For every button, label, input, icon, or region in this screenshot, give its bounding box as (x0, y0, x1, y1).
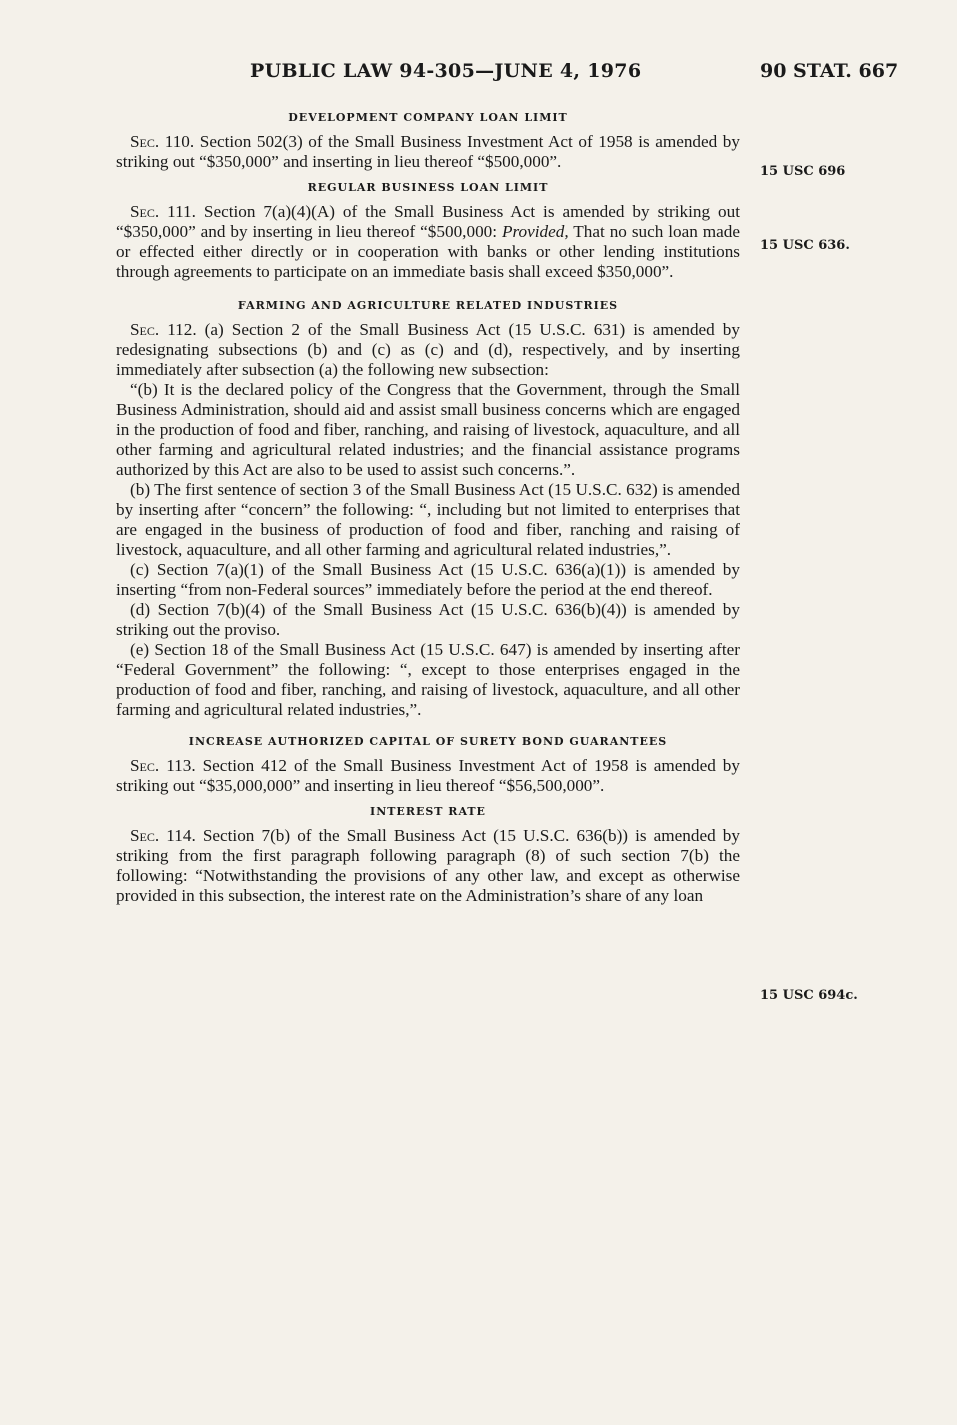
sec-label: Sec. (130, 756, 160, 775)
margin-citation: 15 USC 694c. (760, 988, 858, 1003)
paragraph-text: 112. (a) Section 2 of the Small Business Act (15 U.S.C. 631) is amended by redesignating subsections (b) and (c) as (c) and (d), respectively, and by inserting immediately after subsection (a) the following new subsection: (116, 320, 740, 379)
section-heading: INCREASE AUTHORIZED CAPITAL OF SURETY BOND GUARANTEES (188, 735, 668, 748)
paragraph: (e) Section 18 of the Small Business Act (15 U.S.C. 647) is amended by inserting after “Federal Government” the following: “, except to those enterprises engaged in the production of food and fiber, ranching, and raising of livestock, aquaculture, and all other farming and agricultural related industries,”. (116, 640, 740, 719)
sec-label: Sec. (130, 202, 160, 221)
section-heading: DEVELOPMENT COMPANY LOAN LIMIT (288, 111, 568, 124)
margin-citation: 15 USC 696 (760, 164, 846, 179)
body-column (116, 110, 740, 906)
paragraph-text: 110. Section 502(3) of the Small Business Investment Act of 1958 is amended by striking out “$350,000” and inserting in lieu thereof “$500,000”. (116, 132, 740, 171)
paragraph-italic: Provided, (501, 222, 569, 241)
paragraph-text: 114. Section 7(b) of the Small Business Act (15 U.S.C. 636(b)) is amended by striking from the first paragraph following paragraph (8) of such section 7(b) the following: “Notwithstanding the provisions of any other law, and except as otherwise provided in this subsection, the interest rate on the Administration’s share of any loan (116, 826, 740, 905)
page-header-title: PUBLIC LAW 94-305—JUNE 4, 1976 (250, 60, 642, 82)
paragraph: (c) Section 7(a)(1) of the Small Business Act (15 U.S.C. 636(a)(1)) is amended by inserting “from non-Federal sources” immediately before the period at the end thereof. (116, 560, 740, 599)
margin-citation: 15 USC 636. (760, 238, 850, 253)
page-header-stat: 90 STAT. 667 (760, 60, 899, 82)
section-113 (116, 734, 740, 796)
paragraph: (d) Section 7(b)(4) of the Small Business Act (15 U.S.C. 636(b)(4)) is amended by striking out the proviso. (116, 600, 740, 639)
sec-label: Sec. (130, 826, 160, 845)
section-111 (116, 180, 740, 282)
paragraph (116, 132, 740, 172)
section-114 (116, 804, 740, 906)
paragraph (116, 756, 740, 796)
section-heading: REGULAR BUSINESS LOAN LIMIT (307, 181, 549, 194)
section-heading: FARMING AND AGRICULTURE RELATED INDUSTRIES (237, 299, 619, 312)
sec-label: Sec. (130, 132, 160, 151)
section-110 (116, 110, 740, 172)
paragraph: (b) The first sentence of section 3 of the Small Business Act (15 U.S.C. 632) is amended by inserting after “concern” the following: “, including but not limited to enterprises that are engaged in the business of production of food and fiber, ranching and raising of livestock, aquaculture, and all other farming and agricultural related industries,”. (116, 480, 740, 559)
paragraph: “(b) It is the declared policy of the Congress that the Government, through the Small Business Administration, should aid and assist small business concerns which are engaged in the production of food and fiber, ranching, and raising of livestock, aquaculture, and all other farming and agricultural related industries; and the financial assistance programs authorized by this Act are also to be used to assist such concerns.”. (116, 380, 740, 479)
paragraph-text: 111. Section 7(a)(4)(A) of the Small Business Act is amended by striking out “$350,000” and by inserting in lieu thereof “$500,000: (116, 202, 740, 241)
paragraph-text: 113. Section 412 of the Small Business Investment Act of 1958 is amended by striking out “$35,000,000” and inserting in lieu thereof “$56,500,000”. (116, 756, 740, 795)
paragraph-text-tail: That no such loan made or effected either directly or in cooperation with banks or other lending institutions through agreements to participate on an immediate basis shall exceed $350,000”. (116, 222, 740, 281)
paragraph (116, 202, 740, 282)
sec-label: Sec. (130, 320, 160, 339)
section-heading: INTEREST RATE (370, 805, 486, 818)
paragraph (116, 320, 740, 380)
paragraph (116, 826, 740, 906)
section-112 (116, 298, 740, 720)
